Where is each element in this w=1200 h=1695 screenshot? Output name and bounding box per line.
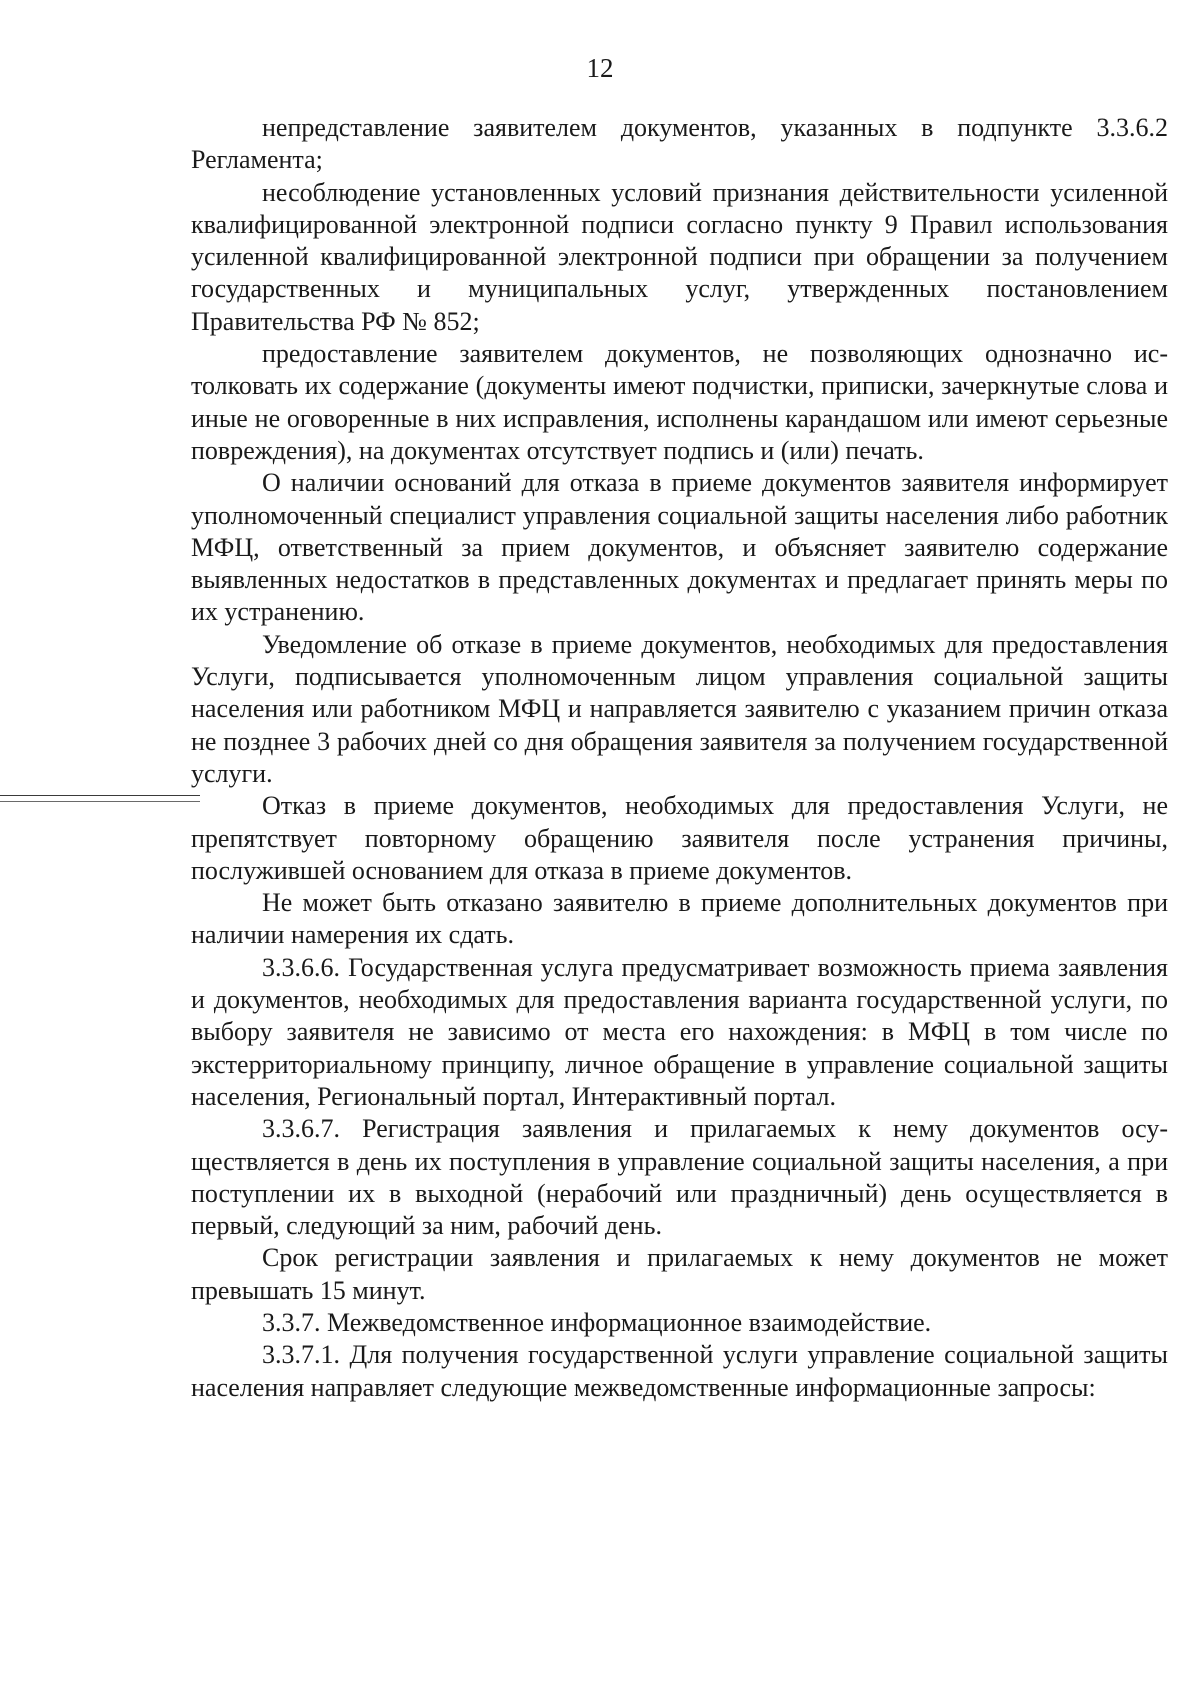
- paragraph: О наличии оснований для отказа в приеме документов заявителя информирует уполномоченный специалист управления социальной защиты населения либо работник МФЦ, ответственный за прием документов, и объясняет заявителю содержание выявленных недостатков в представленных документах и предлагает принять меры по их устранению.: [191, 468, 1168, 627]
- paragraph: непредставление заявителем документов, указанных в подпункте 3.3.6.2 Регламента;: [191, 113, 1168, 175]
- paragraph: 3.3.6.7. Регистрация заявления и прилагаемых к нему документов осуществляется в день их поступления в управление социальной защиты населения, а при поступлении их в выходной (нерабочий или праздничный) день осуществляется в первый, следующий за ним, рабочий день.: [191, 1114, 1168, 1241]
- paragraph: Отказ в приеме документов, необходимых для предоставления Услуги, не препятствует повторному обращению заявителя после устранения причины, послужившей основанием для отказа в приеме документов.: [191, 791, 1168, 885]
- page-number: 12: [586, 53, 614, 83]
- paragraph: Не может быть отказано заявителю в приеме дополнительных документов при наличии намерения их сдать.: [191, 888, 1168, 950]
- scan-artifact-line: [0, 801, 200, 802]
- paragraph: предоставление заявителем документов, не позволяющих однозначно истолковать их содержание (документы имеют подчистки, приписки, зачеркнутые слова и иные не оговоренные в них исправления, исполнены карандашом или имеют серьезные повреждения), на документах отсутствует подпись и (или) печать.: [191, 339, 1168, 465]
- paragraph: 3.3.6.6. Государственная услуга предусматривает возможность приема заявления и документов, необходимых для предоставления варианта государственной услуги, по выбору заявителя не зависимо от места его нахождения: в МФЦ в том числе по экстерриториальному принципу, личное обращение в управление социальной защиты населения, Региональный портал, Интерактивный портал.: [191, 952, 1168, 1111]
- document-body: [191, 112, 1168, 1404]
- scan-artifact-line: [0, 795, 200, 796]
- paragraph: 3.3.7.1. Для получения государственной услуги управление социальной защиты населения направляет следующие межведомственные информационные запросы:: [191, 1340, 1168, 1402]
- paragraph: 3.3.7. Межведомственное информационное взаимодействие.: [262, 1307, 932, 1337]
- paragraph: несоблюдение установленных условий признания действительности усиленной квалифицированной электронной подписи согласно пункту 9 Правил использования усиленной квалифицированной электронной подписи при обращении за получением государственных и муниципальных услуг, утвержденных постановлением Правительства РФ № 852;: [191, 177, 1168, 336]
- paragraph: Уведомление об отказе в приеме документов, необходимых для предоставления Услуги, подписывается уполномоченным лицом управления социальной защиты населения или работником МФЦ и направляется заявителю с указанием причин отказа не позднее 3 рабочих дней со дня обращения заявителя за получением государственной услуги.: [191, 629, 1168, 788]
- paragraph: Срок регистрации заявления и прилагаемых к нему документов не может превышать 15 минут.: [191, 1243, 1168, 1305]
